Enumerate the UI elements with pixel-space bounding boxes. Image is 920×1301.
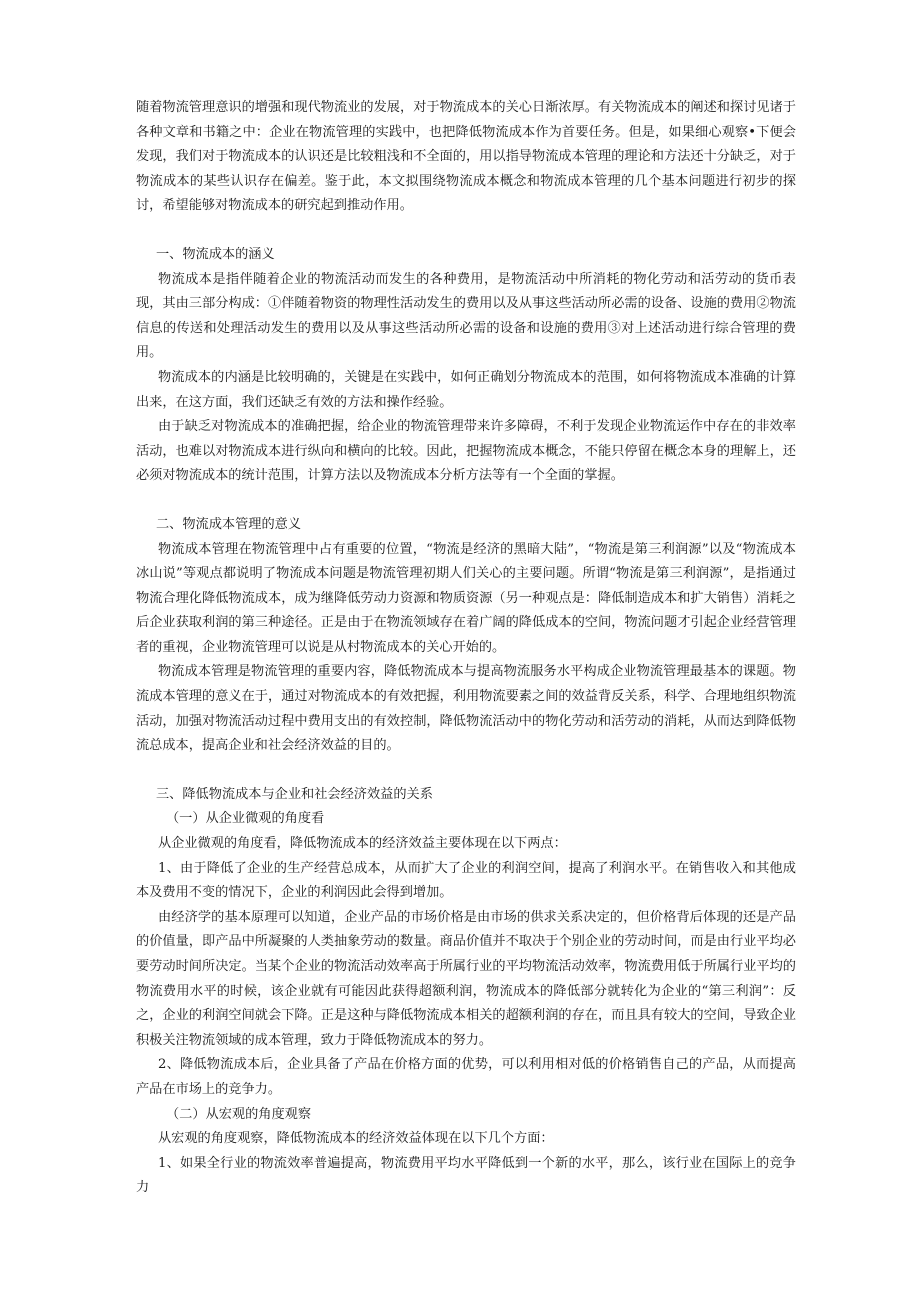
section-3-sub-1-paragraph-2: 1、由于降低了企业的生产经营总成本，从而扩大了企业的利润空间，提高了利润水平。在销售收入和其他成本及费用不变的情况下，企业的利润因此会得到增加。 bbox=[136, 860, 796, 901]
section-2-heading: 二、物流成本管理的意义 bbox=[156, 516, 302, 532]
section-3-heading: 三、降低物流成本与企业和社会经济效益的关系 bbox=[156, 786, 433, 802]
section-2-paragraph-1: 物流成本管理在物流管理中占有重要的位置，“物流是经济的黑暗大陆”，“物流是第三利润源”以及“物流成本冰山说”等观点都说明了物流成本问题是物流管理初期人们关心的主要问题。所谓“物流是第三利润源”，是指通过物流合理化降低物流成本，成为继降低劳动力资源和物质资源（另一种观点是：降低制造成本和扩大销售）消耗之后企业获取利润的第三种途径。正是由于在物流领域存在着广阔的降低成本的空间，物流问题才引起企业经营管理者的重视，企业物流管理可以说是从村物流成本的关心开始的。 bbox=[136, 541, 796, 655]
document-body bbox=[136, 96, 796, 1201]
section-2-paragraph-2: 物流成本管理是物流管理的重要内容，降低物流成本与提高物流服务水平构成企业物流管理最基本的课题。物流成本管理的意义在于，通过对物流成本的有效把握，利用物流要素之间的效益背反关系，科学、合理地组织物流活动，加强对物流活动过程中费用支出的有效控制，降低物流活动中的物化劳动和活劳动的消耗，从而达到降低物流总成本，提高企业和社会经济效益的目的。 bbox=[136, 664, 796, 754]
section-3-sub-1-paragraph-4: 2、降低物流成本后，企业具备了产品在价格方面的优势，可以利用相对低的价格销售自己的产品，从而提高产品在市场上的竞争力。 bbox=[136, 1057, 796, 1097]
section-3-sub-2-paragraph-2: 1、如果全行业的物流效率普遍提高，物流费用平均水平降低到一个新的水平，那么，该行业在国际上的竞争力 bbox=[136, 1155, 796, 1196]
section-1-heading: 一、物流成本的涵义 bbox=[156, 246, 275, 262]
section-3-sub-1-paragraph-1: 从企业微观的角度看，降低物流成本的经济效益主要体现在以下两点： bbox=[158, 836, 567, 852]
section-1-paragraph-2: 物流成本的内涵是比较明确的，关键是在实践中，如何正确划分物流成本的范围，如何将物流成本准确的计算出来，在这方面，我们还缺乏有效的方法和操作经验。 bbox=[136, 369, 796, 410]
intro-paragraph: 随着物流管理意识的增强和现代物流业的发展，对于物流成本的关心日渐浓厚。有关物流成本的阐述和探讨见诸于各种文章和书籍之中：企业在物流管理的实践中，也把降低物流成本作为首要任务。但是，如果细心观察•下便会发现，我们对于物流成本的认识还是比较粗浅和不全面的，用以指导物流成本管理的理论和方法还十分缺乏，对于物流成本的某些认识存在偏差。鉴于此，本文拟围绕物流成本概念和物流成本管理的几个基本问题进行初步的探讨，希望能够对物流成本的研究起到推动作用。 bbox=[136, 100, 796, 214]
section-1-paragraph-3: 由于缺乏对物流成本的准确把握，给企业的物流管理带来许多障碍，不利于发现企业物流运作中存在的非效率活动，也难以对物流成本进行纵向和横向的比较。因此，把握物流成本概念，不能只停留在概念本身的理解上，还必须对物流成本的统计范围，计算方法以及物流成本分析方法等有一个全面的掌握。 bbox=[136, 419, 796, 484]
section-3-sub-2-paragraph-1: 从宏观的角度观察，降低物流成本的经济效益体现在以下几个方面： bbox=[158, 1131, 554, 1147]
section-3-sub-1-paragraph-3: 由经济学的基本原理可以知道，企业产品的市场价格是由市场的供求关系决定的，但价格背后体现的还是产品的价值量，即产品中所凝聚的人类抽象劳动的数量。商品价值并不取决于个别企业的劳动时间，而是由行业平均必要劳动时间所决定。当某个企业的物流活动效率高于所属行业的平均物流活动效率，物流费用低于所属行业平均的物流费用水平的时候，该企业就有可能因此获得超额利润，物流成本的降低部分就转化为企业的“第三利润”：反之，企业的利润空间就会下降。正是这种与降低物流成本相关的超额利润的存在，而且具有较大的空间，导致企业积极关注物流领域的成本管理，致力于降低物流成本的努力。 bbox=[136, 909, 796, 1048]
section-3-sub-1-heading: （一）从企业微观的角度看 bbox=[166, 811, 325, 827]
section-3-sub-2-heading: （二）从宏观的角度观察 bbox=[166, 1106, 312, 1122]
section-1-paragraph-1: 物流成本是指伴随着企业的物流活动而发生的各种费用，是物流活动中所消耗的物化劳动和活劳动的货币表现，其由三部分构成：①伴随着物资的物理性活动发生的费用以及从事这些活动所必需的设备、设施的费用②物流信息的传送和处理活动发生的费用以及从事这些活动所必需的设备和设施的费用③对上述活动进行综合管理的费用。 bbox=[136, 271, 796, 361]
